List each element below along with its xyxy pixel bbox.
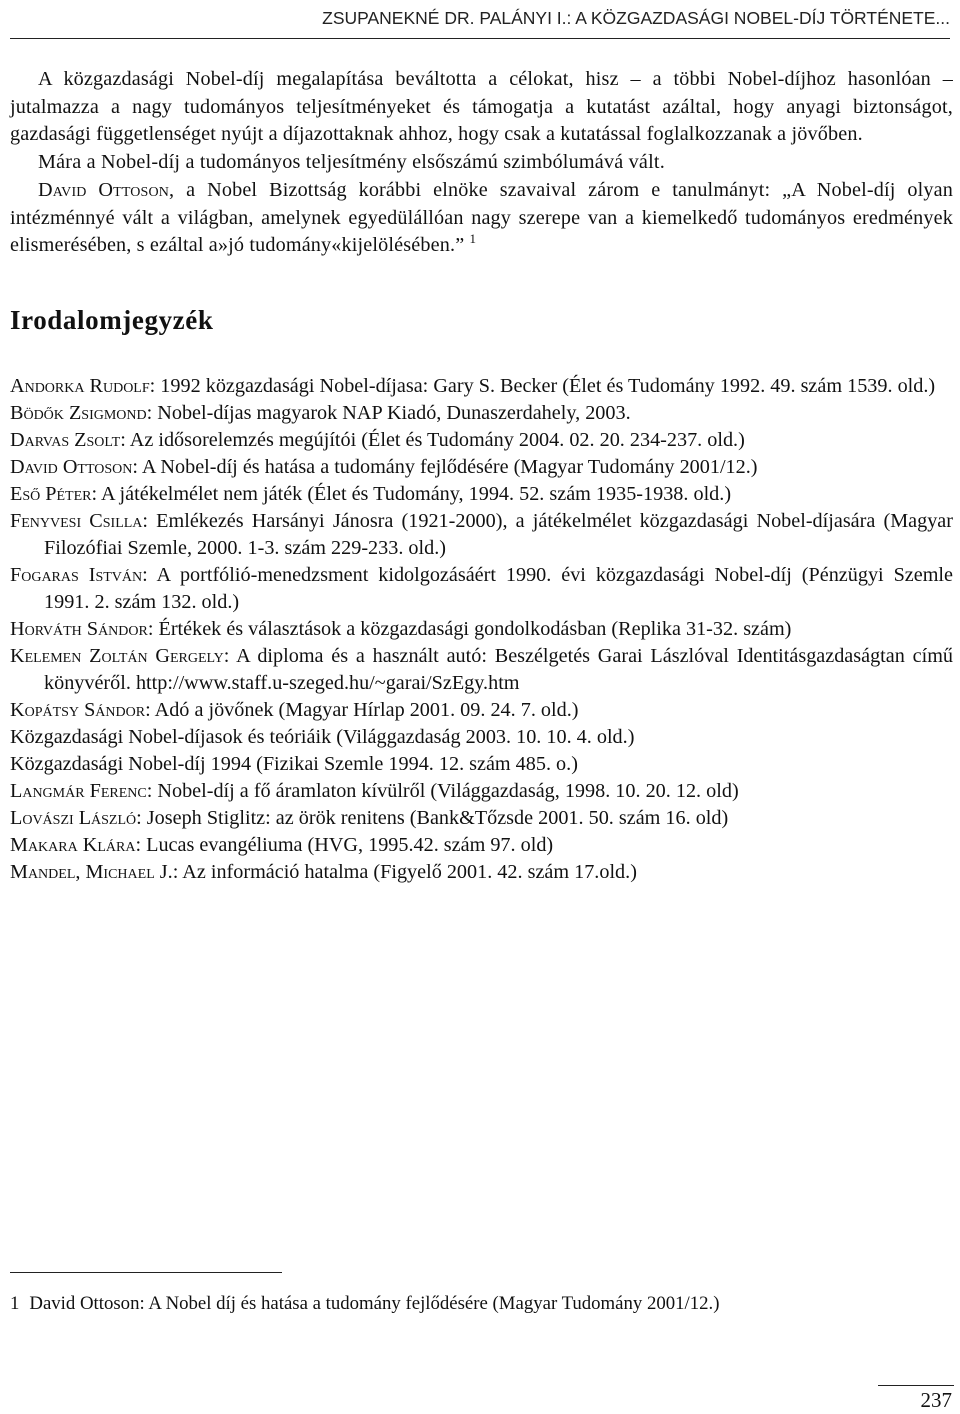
- reference-text: : Nobel-díj a fő áramlaton kívülről (Világgazdaság, 1998. 10. 20. 12. old): [146, 779, 739, 802]
- reference-item: [10, 427, 953, 454]
- reference-author: Mandel, Michael J.: [10, 860, 173, 883]
- quote-author: David Ottoson: [38, 178, 170, 201]
- reference-text: : Lucas evangéliuma (HVG, 1995.42. szám 97. old): [135, 833, 554, 856]
- reference-text: : A játékelmélet nem játék (Élet és Tudomány, 1994. 52. szám 1935-1938. old.): [91, 482, 732, 505]
- reference-author: Darvas Zsolt: [10, 428, 121, 451]
- reference-text: : A diploma és a használt autó: Beszélgetés Garai Lászlóval Identitásgazdaságtan című könyvéről. http://www.staff.u-szeged.hu/~garai/SzEgy.htm: [44, 644, 953, 694]
- reference-item: [10, 454, 953, 481]
- reference-item: [10, 481, 953, 508]
- reference-item: [10, 400, 953, 427]
- reference-author: Fogaras István: [10, 563, 143, 586]
- reference-author: Lovászi László: [10, 806, 137, 829]
- reference-text: : Joseph Stiglitz: az örök renitens (Bank&Tőzsde 2001. 50. szám 16. old): [136, 806, 729, 829]
- reference-item: [10, 697, 953, 724]
- reference-item: [10, 373, 953, 400]
- reference-item: [10, 832, 953, 859]
- page-body: [10, 66, 953, 886]
- page-number-rule: [878, 1385, 954, 1386]
- reference-text: : Emlékezés Harsányi Jánosra (1921-2000), a játékelmélet közgazdasági Nobel-díjasára (Magyar Filozófiai Szemle, 2000. 1-3. szám 229-233. old.): [44, 509, 953, 559]
- closing-quote-paragraph: [10, 177, 953, 260]
- reference-author: Langmár Ferenc: [10, 779, 147, 802]
- footnote-marker: 1: [469, 231, 477, 247]
- reference-item: [10, 616, 953, 643]
- reference-author: Eső Péter: [10, 482, 92, 505]
- reference-author: Makara Klára: [10, 833, 136, 856]
- reference-item: [10, 724, 953, 751]
- nobel-symbol-paragraph: Mára a Nobel-díj a tudományos teljesítmény elsőszámú szimbólumává vált.: [38, 151, 665, 174]
- reference-author: Horváth Sándor: [10, 617, 148, 640]
- footnote: [10, 1291, 953, 1316]
- bibliography-heading: Irodalomjegyzék: [10, 304, 214, 335]
- footnote-text: David Ottoson: A Nobel díj és hatása a tudomány fejlődésére (Magyar Tudomány 2001/12.): [29, 1293, 720, 1314]
- intro-paragraph: A közgazdasági Nobel-díj megalapítása beváltotta a célokat, hisz – a többi Nobel-díjhoz hasonlóan – jutalmazza a nagy tudományos teljesítményeket és támogatja a kutatást azáltal, hogy anyagi biztonságot, gazdasági függetlenséget nyújt a díjazottaknak ahhoz, hogy csak a kutatással foglalkozzanak a jövőben.: [10, 68, 953, 146]
- reference-text: : Az idősorelemzés megújítói (Élet és Tudomány 2004. 02. 20. 234-237. old.): [120, 428, 745, 451]
- reference-author: Bödők Zsigmond: [10, 401, 147, 424]
- reference-author: David Ottoson: [10, 455, 133, 478]
- reference-item: [10, 859, 953, 886]
- reference-text: Közgazdasági Nobel-díj 1994 (Fizikai Szemle 1994. 12. szám 485. o.): [10, 752, 578, 775]
- reference-text: : Adó a jövőnek (Magyar Hírlap 2001. 09. 24. 7. old.): [145, 698, 579, 721]
- reference-author: Kopátsy Sándor: [10, 698, 146, 721]
- bibliography-list: [10, 373, 953, 886]
- reference-text: : Az információ hatalma (Figyelő 2001. 42. szám 17.old.): [172, 860, 637, 883]
- reference-item: [10, 508, 953, 562]
- footnote-divider: [10, 1272, 282, 1273]
- reference-item: [10, 562, 953, 616]
- footnote-number: 1: [10, 1293, 20, 1314]
- running-header: [10, 4, 950, 39]
- reference-text: : A Nobel-díj és hatása a tudomány fejlődésére (Magyar Tudomány 2001/12.): [132, 455, 758, 478]
- reference-item: [10, 751, 953, 778]
- reference-item: [10, 643, 953, 697]
- reference-text: : Értékek és választások a közgazdasági gondolkodásban (Replika 31-32. szám): [147, 617, 792, 640]
- reference-author: Fenyvesi Csilla: [10, 509, 143, 532]
- reference-item: [10, 778, 953, 805]
- reference-author: Kelemen Zoltán Gergely: [10, 644, 224, 667]
- page-number: 237: [920, 1388, 952, 1412]
- reference-item: [10, 805, 953, 832]
- reference-text: : 1992 közgazdasági Nobel-díjasa: Gary S. Becker (Élet és Tudomány 1992. 49. szám 1539. old.): [149, 374, 936, 397]
- reference-text: : Nobel-díjas magyarok NAP Kiadó, Dunaszerdahely, 2003.: [146, 401, 631, 424]
- reference-text: Közgazdasági Nobel-díjasok és teóriáik (Világgazdaság 2003. 10. 10. 4. old.): [10, 725, 635, 748]
- reference-author: Andorka Rudolf: [10, 374, 150, 397]
- running-title: ZSUPANEKNÉ DR. PALÁNYI I.: A KÖZGAZDASÁGI NOBEL-DÍJ TÖRTÉNETE...: [322, 8, 950, 28]
- reference-text: : A portfólió-menedzsment kidolgozásáért 1990. évi közgazdasági Nobel-díj (Pénzügyi Szemle 1991. 2. szám 132. old.): [44, 563, 954, 613]
- quote-text: , a Nobel Bizottság korábbi elnöke szavaival zárom e tanulmányt: „A Nobel-díj olyan intézménnyé vált a világban, amelynek egyedülállóan nagy szerepe van a kiemelkedő tudományos eredmények elismerésében, s ezáltal a»jó tudomány«kijelölésében.”: [10, 178, 954, 257]
